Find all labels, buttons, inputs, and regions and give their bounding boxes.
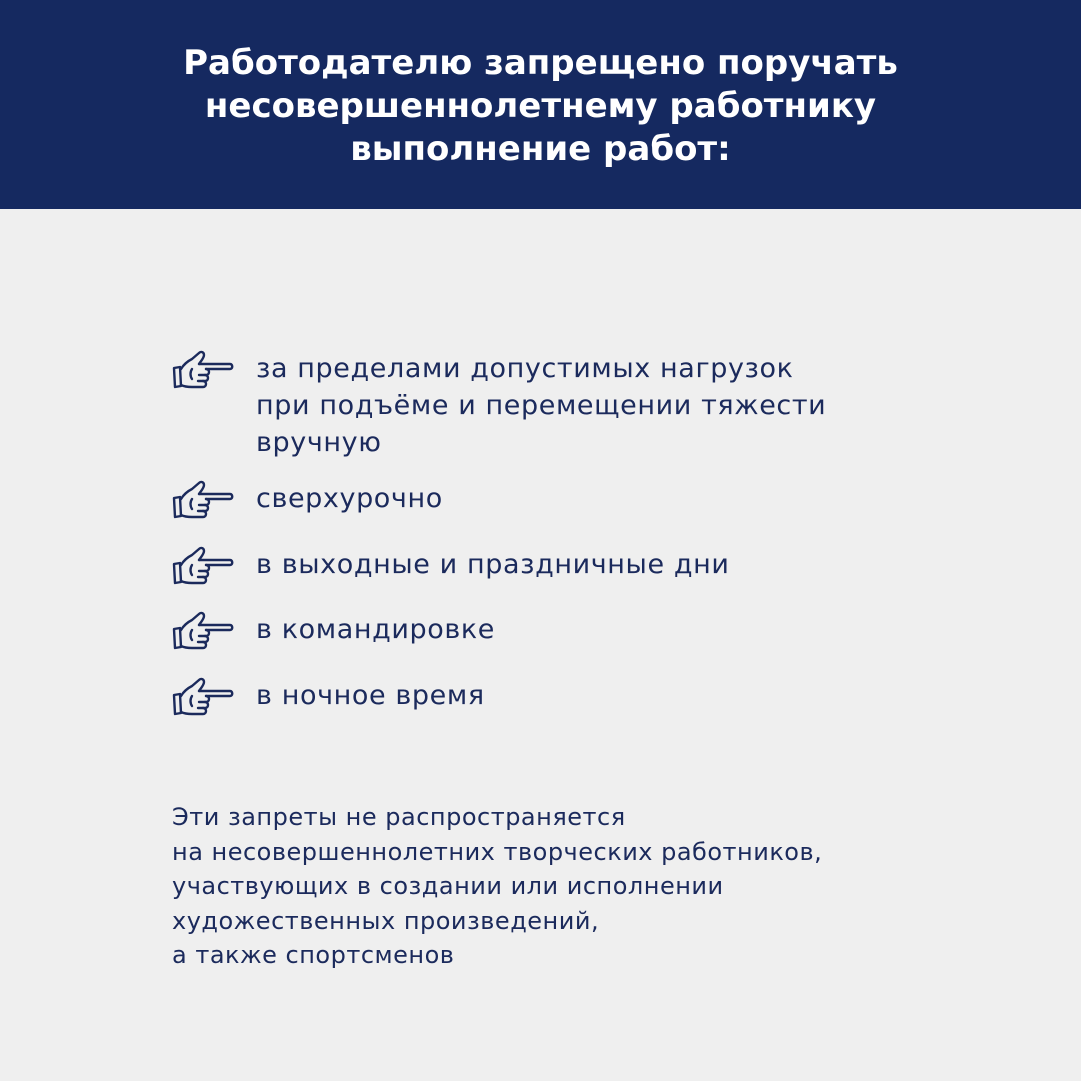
exception-note: Эти запреты не распространяется на несовершеннолетних творческих работников, участвующих в создании или исполнении художественных произведений, а также спортсменов <box>172 803 823 969</box>
list-item-text: в выходные и праздничные дни <box>256 549 730 580</box>
list-item-text: сверхурочно <box>256 483 443 514</box>
list-item-text: в ночное время <box>256 680 485 711</box>
list-item <box>170 607 990 673</box>
pointing-hand-icon <box>170 675 236 725</box>
page-title: Работодателю запрещено поручать несовершеннолетнему работнику выполнение работ: <box>183 43 898 169</box>
pointing-hand-icon <box>170 478 236 528</box>
prohibited-work-list <box>170 346 990 733</box>
pointing-hand-icon <box>170 609 236 659</box>
list-item-text: за пределами допустимых нагрузок при подъёме и перемещении тяжести вручную <box>256 353 827 458</box>
header-banner <box>0 0 1081 209</box>
pointing-hand-icon <box>170 544 236 594</box>
list-item <box>170 346 990 476</box>
list-item <box>170 673 990 733</box>
list-item <box>170 476 990 542</box>
list-item-text: в командировке <box>256 614 495 645</box>
list-item <box>170 542 990 607</box>
pointing-hand-icon <box>170 348 236 398</box>
